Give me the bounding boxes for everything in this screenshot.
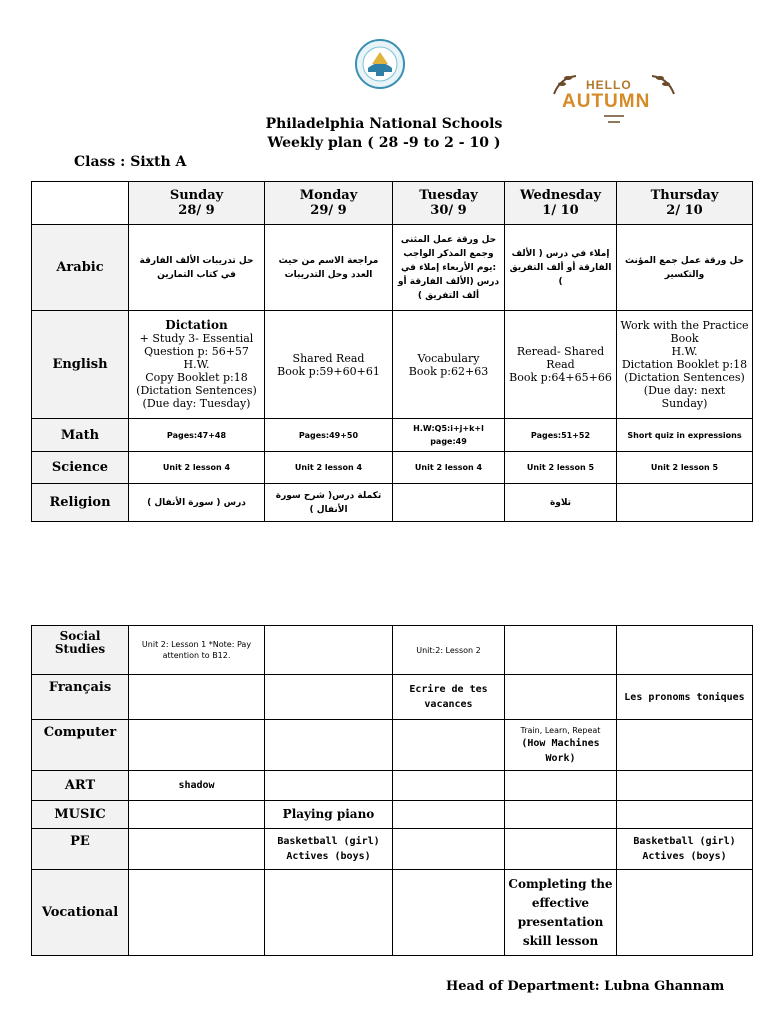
english-monday: Shared Read Book p:59+60+61 — [265, 311, 393, 419]
table-row-art — [32, 771, 753, 801]
subject-arabic: Arabic — [32, 225, 129, 311]
pe-thursday: Basketball (girl) Actives (boys) — [617, 829, 753, 870]
subject-francais: Français — [32, 675, 129, 720]
subject-art: ART — [32, 771, 129, 801]
art-thursday — [617, 771, 753, 801]
table-row-english — [32, 311, 753, 419]
arabic-sunday: حل تدريبات الألف الفارقة في كتاب التمارين — [129, 225, 265, 311]
religion-thursday — [617, 484, 753, 522]
plan-title: Weekly plan ( 28 -9 to 2 - 10 ) — [267, 135, 501, 151]
subject-science: Science — [32, 452, 129, 484]
art-tuesday — [393, 771, 505, 801]
weekly-plan-table — [31, 181, 753, 522]
subject-social-studies: Social Studies — [32, 626, 129, 675]
vocational-tuesday — [393, 870, 505, 956]
art-monday — [265, 771, 393, 801]
table-row-science — [32, 452, 753, 484]
day-header-tuesday: Tuesday 30/ 9 — [393, 182, 505, 225]
day-header-row — [32, 182, 753, 225]
english-tuesday: Vocabulary Book p:62+63 — [393, 311, 505, 419]
table-row-vocational — [32, 870, 753, 956]
subject-music: MUSIC — [32, 801, 129, 829]
social-monday — [265, 626, 393, 675]
francais-monday — [265, 675, 393, 720]
social-thursday — [617, 626, 753, 675]
computer-monday — [265, 720, 393, 771]
subject-math: Math — [32, 419, 129, 452]
vocational-monday — [265, 870, 393, 956]
day-header-sunday: Sunday 28/ 9 — [129, 182, 265, 225]
subject-computer: Computer — [32, 720, 129, 771]
math-thursday: Short quiz in expressions — [617, 419, 753, 452]
religion-tuesday — [393, 484, 505, 522]
autumn-hello-text: HELLO — [586, 78, 632, 92]
religion-wednesday: تلاوة — [505, 484, 617, 522]
science-wednesday: Unit 2 lesson 5 — [505, 452, 617, 484]
day-header-wednesday: Wednesday 1/ 10 — [505, 182, 617, 225]
francais-wednesday — [505, 675, 617, 720]
english-wednesday: Reread- Shared Read Book p:64+65+66 — [505, 311, 617, 419]
pe-monday: Basketball (girl) Actives (boys) — [265, 829, 393, 870]
math-sunday: Pages:47+48 — [129, 419, 265, 452]
table-row-social-studies — [32, 626, 753, 675]
english-thursday: Work with the Practice Book H.W. Dictation Booklet p:18 (Dictation Sentences) (Due day: next Sunday) — [617, 311, 753, 419]
science-monday: Unit 2 lesson 4 — [265, 452, 393, 484]
activities-table — [31, 625, 753, 956]
religion-monday: تكملة درس( شرح سورة الأنفال ) — [265, 484, 393, 522]
day-header-monday: Monday 29/ 9 — [265, 182, 393, 225]
vocational-sunday — [129, 870, 265, 956]
subject-vocational: Vocational — [32, 870, 129, 956]
arabic-monday: مراجعة الاسم من حيث العدد وحل التدريبات — [265, 225, 393, 311]
english-sunday: Dictation + Study 3- Essential Question p: 56+57 H.W. Copy Booklet p:18 (Dictation Sentences) (Due day: Tuesday) — [129, 311, 265, 419]
autumn-word-text: AUTUMN — [562, 91, 651, 112]
vocational-wednesday: Completing the effective presentation skill lesson — [505, 870, 617, 956]
art-wednesday — [505, 771, 617, 801]
social-tuesday: Unit:2: Lesson 2 — [393, 626, 505, 675]
computer-sunday — [129, 720, 265, 771]
school-name: Philadelphia National Schools — [265, 116, 503, 132]
school-logo — [354, 38, 406, 90]
francais-sunday — [129, 675, 265, 720]
music-sunday — [129, 801, 265, 829]
arabic-wednesday: إملاء في درس ( الألف الفارقة أو ألف التفريق ) — [505, 225, 617, 311]
science-tuesday: Unit 2 lesson 4 — [393, 452, 505, 484]
pe-tuesday — [393, 829, 505, 870]
music-monday: Playing piano — [265, 801, 393, 829]
francais-thursday: Les pronoms toniques — [617, 675, 753, 720]
table-row-arabic — [32, 225, 753, 311]
day-header-thursday: Thursday 2/ 10 — [617, 182, 753, 225]
table-row-math — [32, 419, 753, 452]
music-tuesday — [393, 801, 505, 829]
subject-religion: Religion — [32, 484, 129, 522]
corner-cell — [32, 182, 129, 225]
head-of-department: Head of Department: Lubna Ghannam — [446, 979, 725, 994]
table-row-religion — [32, 484, 753, 522]
pe-wednesday — [505, 829, 617, 870]
table-row-computer — [32, 720, 753, 771]
computer-tuesday — [393, 720, 505, 771]
arabic-thursday: حل ورقة عمل جمع المؤنث والتكسير — [617, 225, 753, 311]
science-thursday: Unit 2 lesson 5 — [617, 452, 753, 484]
arabic-tuesday: حل ورقة عمل المثنى وجمع المذكر الواجب :يوم الأربعاء إملاء في درس (الألف الفارقة أو ألف التفريق ) — [393, 225, 505, 311]
table-row-pe — [32, 829, 753, 870]
francais-tuesday: Ecrire de tes vacances — [393, 675, 505, 720]
religion-sunday: درس ( سورة الأنفال ) — [129, 484, 265, 522]
math-monday: Pages:49+50 — [265, 419, 393, 452]
pe-sunday — [129, 829, 265, 870]
computer-wednesday: Train, Learn, Repeat (How Machines Work) — [505, 720, 617, 771]
music-wednesday — [505, 801, 617, 829]
class-label: Class : Sixth A — [74, 154, 187, 170]
computer-thursday — [617, 720, 753, 771]
science-sunday: Unit 2 lesson 4 — [129, 452, 265, 484]
subject-pe: PE — [32, 829, 129, 870]
vocational-thursday — [617, 870, 753, 956]
table-row-francais — [32, 675, 753, 720]
music-thursday — [617, 801, 753, 829]
art-sunday: shadow — [129, 771, 265, 801]
social-wednesday — [505, 626, 617, 675]
social-sunday: Unit 2: Lesson 1 *Note: Pay attention to B12. — [129, 626, 265, 675]
math-wednesday: Pages:51+52 — [505, 419, 617, 452]
subject-english: English — [32, 311, 129, 419]
table-row-music — [32, 801, 753, 829]
math-tuesday: H.W:Q5:i+j+k+l page:49 — [393, 419, 505, 452]
